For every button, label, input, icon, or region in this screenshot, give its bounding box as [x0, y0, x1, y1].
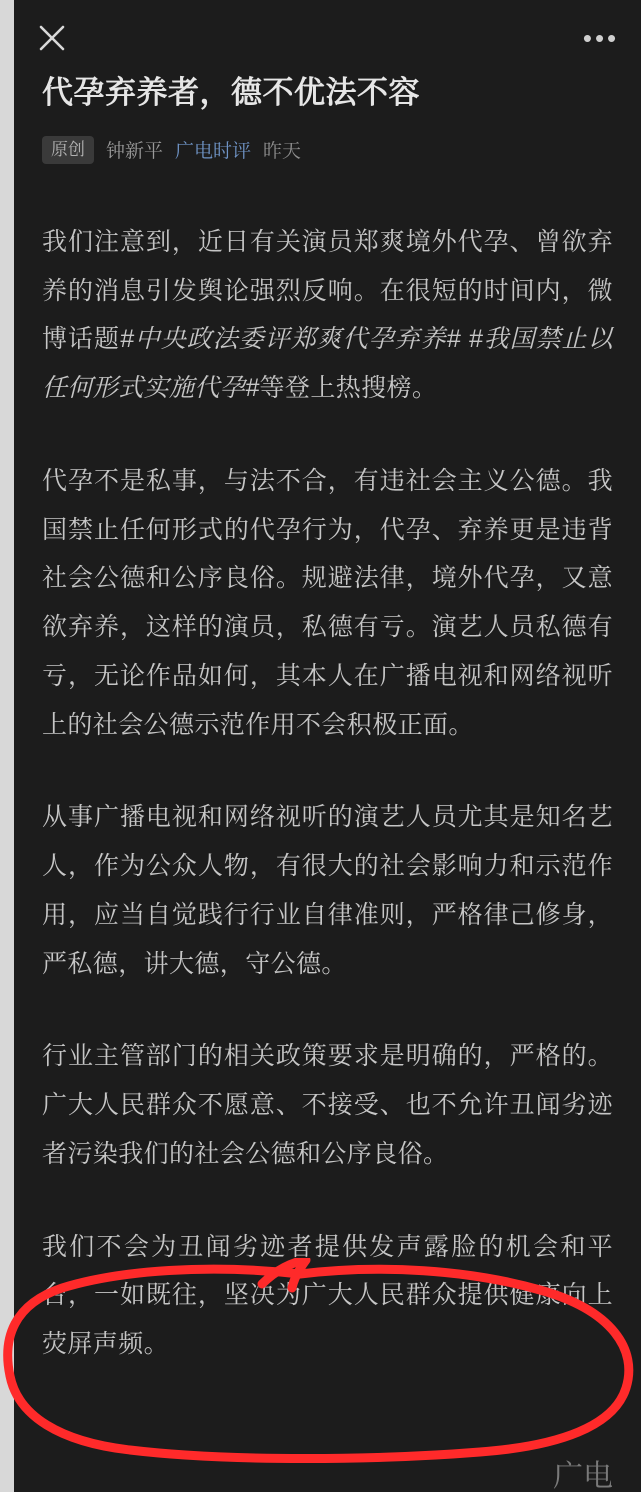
article-header: [14, 72, 641, 164]
article-meta: [42, 136, 613, 164]
publish-time: 昨天: [263, 141, 302, 163]
page-title: 代孕弃养者，德不优法不容: [42, 75, 420, 110]
paragraph-2: 代孕不是私事，与法不合，有违社会主义公德。我国禁止任何形式的代孕行为，代孕、弃养更是违背社会公德和公序良俗。规避法律，境外代孕，又意欲弃养，这样的演员，私德有亏。演艺人员私德有亏，无论作品如何，其本人在广播电视和网络视听上的社会公德示范作用不会积极正面。: [42, 466, 613, 739]
article-body: [14, 174, 641, 1369]
paragraph-4: 行业主管部门的相关政策要求是明确的，严格的。广大人民群众不愿意、不接受、也不允许丑闻劣迹者污染我们的社会公德和公序良俗。: [42, 1042, 613, 1168]
paragraph-1-text-a: 我们注意到，近日有关演员郑爽境外代孕、曾欲弃养的消息引发舆论强烈反响。在很短的时间内，微博话题: [42, 227, 613, 354]
left-edge-strip: [0, 0, 14, 1492]
more-options-icon[interactable]: •••: [582, 23, 620, 53]
author-name: 钟新平: [106, 141, 164, 163]
paragraph-1-topic-tags[interactable]: #中央政法委评郑爽代孕弃养# #我国禁止以任何形式实施代孕#: [42, 325, 613, 403]
paragraph-1: [42, 218, 613, 413]
article-page: [14, 0, 641, 1492]
paragraph-1-text-b: 等登上热搜榜。: [259, 374, 438, 403]
paragraph-5-highlighted: 我们不会为丑闻劣迹者提供发声露脸的机会和平台，一如既往，坚决为广大人民群众提供健康向上荧屏声频。: [42, 1232, 613, 1359]
paragraph-3: 从事广播电视和网络视听的演艺人员尤其是知名艺人，作为公众人物，有很大的社会影响力和示范作用，应当自觉践行行业自律准则，严格律己修身，严私德，讲大德，守公德。: [42, 803, 613, 978]
bottom-partial-text: 广电: [553, 1460, 613, 1492]
close-icon[interactable]: [30, 16, 74, 60]
top-bar: [14, 0, 641, 72]
account-link[interactable]: 广电时评: [175, 141, 252, 163]
original-badge: 原创: [42, 136, 94, 164]
